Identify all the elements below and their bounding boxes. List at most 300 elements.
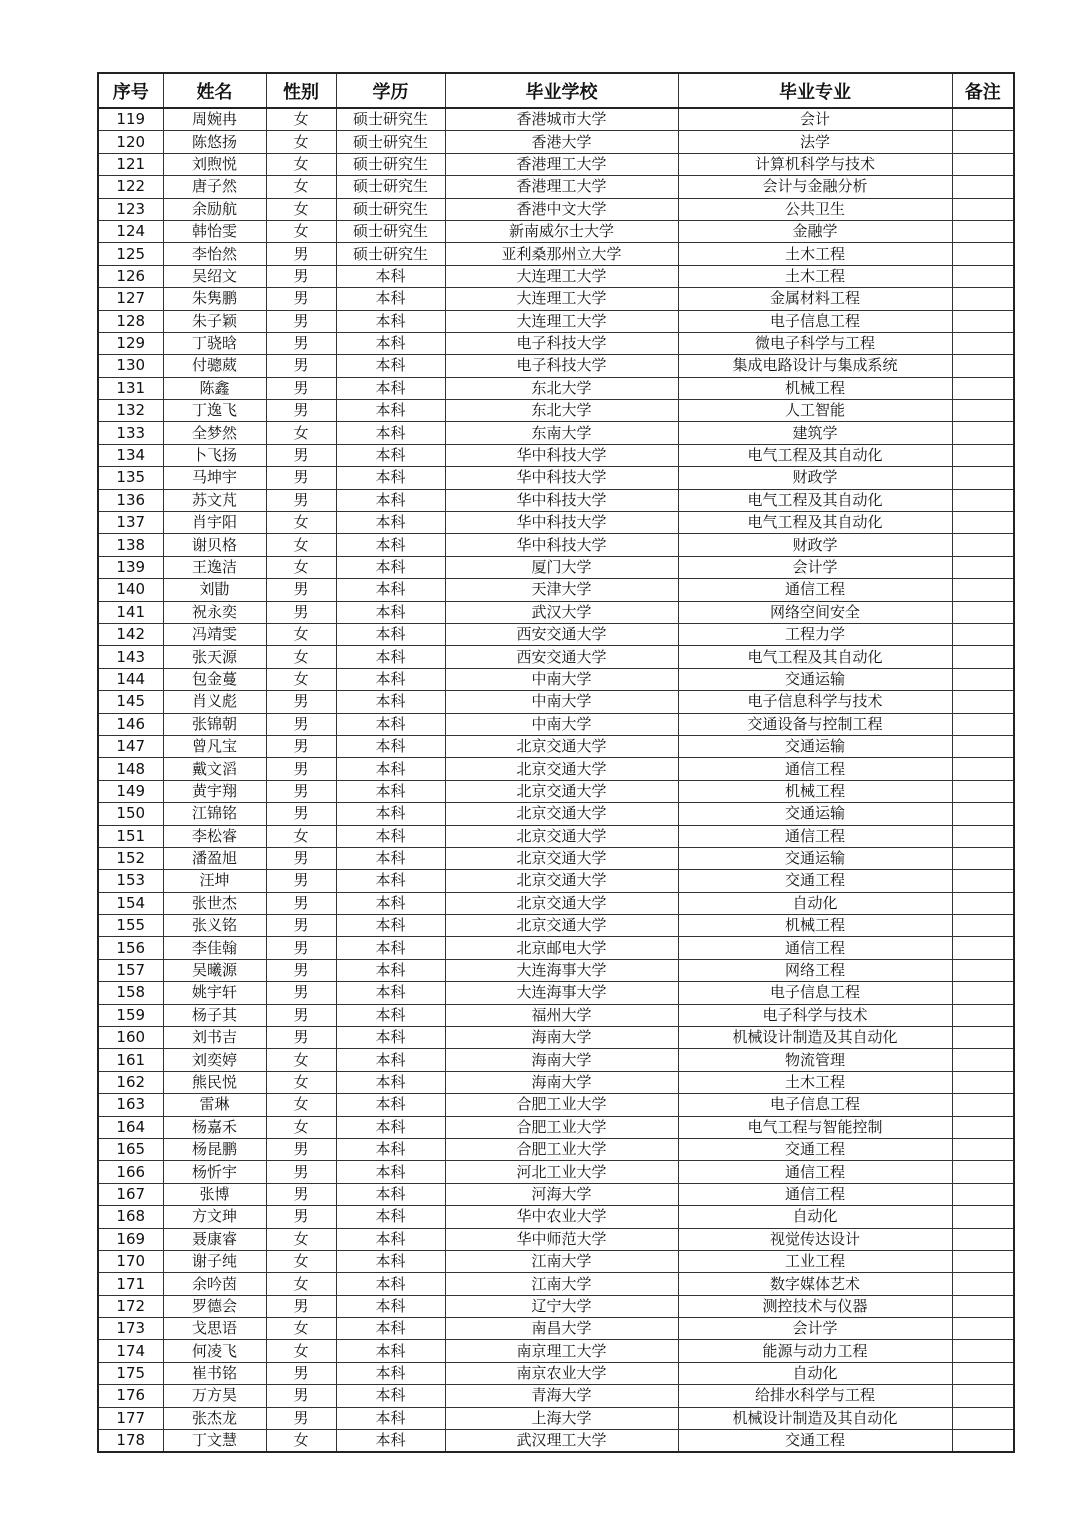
cell-gender: 男 [266,1161,336,1183]
cell-degree: 本科 [336,1138,445,1160]
table-row [98,892,1014,914]
cell-name: 崔书铭 [163,1362,266,1384]
cell-major: 交通运输 [678,803,952,825]
cell-school: 武汉大学 [445,601,678,623]
cell-degree: 本科 [336,534,445,556]
cell-school: 新南威尔士大学 [445,220,678,242]
cell-remarks [952,1161,1014,1183]
cell-index: 124 [98,220,163,242]
cell-gender: 男 [266,265,336,287]
table-row [98,1318,1014,1340]
cell-degree: 本科 [336,959,445,981]
cell-name: 王逸洁 [163,556,266,578]
cell-gender: 男 [266,1206,336,1228]
cell-school: 江南大学 [445,1250,678,1272]
cell-remarks [952,646,1014,668]
cell-degree: 本科 [336,691,445,713]
cell-degree: 硕士研究生 [336,131,445,153]
cell-degree: 本科 [336,1362,445,1384]
table-row [98,847,1014,869]
cell-name: 刘书吉 [163,1027,266,1049]
cell-remarks [952,220,1014,242]
cell-remarks [952,870,1014,892]
cell-gender: 男 [266,444,336,466]
table-row [98,691,1014,713]
cell-remarks [952,1228,1014,1250]
cell-remarks [952,915,1014,937]
cell-remarks [952,780,1014,802]
cell-degree: 本科 [336,355,445,377]
cell-name: 谢子纯 [163,1250,266,1272]
cell-remarks [952,377,1014,399]
cell-remarks [952,847,1014,869]
cell-gender: 男 [266,332,336,354]
cell-degree: 本科 [336,556,445,578]
cell-major: 交通运输 [678,735,952,757]
cell-index: 122 [98,176,163,198]
cell-gender: 女 [266,131,336,153]
cell-gender: 男 [266,1183,336,1205]
cell-degree: 本科 [336,1295,445,1317]
cell-index: 168 [98,1206,163,1228]
cell-name: 全梦然 [163,422,266,444]
cell-remarks [952,332,1014,354]
cell-index: 175 [98,1362,163,1384]
cell-name: 刘奕婷 [163,1049,266,1071]
cell-degree: 本科 [336,668,445,690]
table-row [98,1138,1014,1160]
cell-school: 南京理工大学 [445,1340,678,1362]
cell-gender: 男 [266,467,336,489]
cell-gender: 女 [266,220,336,242]
cell-name: 陈鑫 [163,377,266,399]
cell-name: 杨昆鹏 [163,1138,266,1160]
cell-name: 刘勖 [163,579,266,601]
cell-name: 张博 [163,1183,266,1205]
cell-gender: 女 [266,668,336,690]
cell-degree: 本科 [336,1049,445,1071]
cell-school: 北京交通大学 [445,915,678,937]
cell-remarks [952,713,1014,735]
cell-degree: 本科 [336,422,445,444]
cell-school: 南昌大学 [445,1318,678,1340]
cell-remarks [952,803,1014,825]
cell-name: 潘盈旭 [163,847,266,869]
roster-table [97,72,1015,1453]
table-row [98,377,1014,399]
table-row [98,579,1014,601]
cell-index: 138 [98,534,163,556]
cell-major: 金属材料工程 [678,288,952,310]
cell-major: 电气工程与智能控制 [678,1116,952,1138]
cell-remarks [952,1295,1014,1317]
cell-school: 北京交通大学 [445,892,678,914]
table-row [98,623,1014,645]
cell-index: 141 [98,601,163,623]
cell-school: 香港大学 [445,131,678,153]
cell-index: 142 [98,623,163,645]
table-row [98,467,1014,489]
cell-gender: 女 [266,198,336,220]
cell-gender: 男 [266,982,336,1004]
cell-degree: 本科 [336,1094,445,1116]
cell-name: 杨嘉禾 [163,1116,266,1138]
cell-major: 电子信息工程 [678,1094,952,1116]
cell-index: 172 [98,1295,163,1317]
table-row [98,1273,1014,1295]
cell-school: 亚利桑那州立大学 [445,243,678,265]
cell-remarks [952,1318,1014,1340]
cell-degree: 本科 [336,1027,445,1049]
cell-remarks [952,982,1014,1004]
cell-index: 154 [98,892,163,914]
cell-name: 黄宇翔 [163,780,266,802]
cell-remarks [952,489,1014,511]
cell-major: 自动化 [678,1206,952,1228]
cell-degree: 本科 [336,1250,445,1272]
cell-gender: 女 [266,153,336,175]
cell-degree: 本科 [336,1183,445,1205]
cell-degree: 本科 [336,1206,445,1228]
cell-school: 海南大学 [445,1049,678,1071]
cell-degree: 本科 [336,400,445,422]
cell-index: 159 [98,1004,163,1026]
table-row [98,108,1014,131]
cell-gender: 女 [266,534,336,556]
table-row [98,915,1014,937]
header-remarks: 备注 [952,73,1014,108]
cell-name: 吴绍文 [163,265,266,287]
cell-major: 电子信息工程 [678,310,952,332]
cell-major: 网络空间安全 [678,601,952,623]
table-row [98,601,1014,623]
cell-name: 韩怡雯 [163,220,266,242]
cell-degree: 本科 [336,288,445,310]
cell-remarks [952,131,1014,153]
cell-degree: 本科 [336,1407,445,1429]
table-row [98,1340,1014,1362]
table-row [98,959,1014,981]
cell-school: 华中科技大学 [445,489,678,511]
cell-remarks [952,758,1014,780]
table-row [98,310,1014,332]
table-row [98,1206,1014,1228]
cell-degree: 本科 [336,870,445,892]
cell-name: 方文珅 [163,1206,266,1228]
cell-gender: 女 [266,1250,336,1272]
cell-major: 法学 [678,131,952,153]
cell-name: 丁文慧 [163,1430,266,1453]
cell-degree: 本科 [336,377,445,399]
cell-index: 149 [98,780,163,802]
header-major: 毕业专业 [678,73,952,108]
cell-gender: 女 [266,1228,336,1250]
cell-name: 卜飞扬 [163,444,266,466]
table-row [98,758,1014,780]
cell-name: 张杰龙 [163,1407,266,1429]
cell-remarks [952,198,1014,220]
cell-remarks [952,1004,1014,1026]
table-row [98,1027,1014,1049]
cell-gender: 男 [266,310,336,332]
table-row [98,1094,1014,1116]
cell-remarks [952,534,1014,556]
cell-degree: 本科 [336,915,445,937]
cell-school: 厦门大学 [445,556,678,578]
cell-major: 物流管理 [678,1049,952,1071]
cell-index: 161 [98,1049,163,1071]
cell-index: 134 [98,444,163,466]
cell-major: 集成电路设计与集成系统 [678,355,952,377]
cell-school: 东南大学 [445,422,678,444]
table-row [98,243,1014,265]
cell-gender: 男 [266,892,336,914]
cell-degree: 本科 [336,1430,445,1453]
cell-name: 祝永奕 [163,601,266,623]
cell-degree: 本科 [336,489,445,511]
cell-degree: 本科 [336,735,445,757]
table-row [98,1228,1014,1250]
table-row [98,288,1014,310]
cell-degree: 本科 [336,467,445,489]
cell-remarks [952,959,1014,981]
cell-name: 周婉冉 [163,108,266,131]
table-row [98,556,1014,578]
cell-major: 电子科学与技术 [678,1004,952,1026]
cell-gender: 男 [266,937,336,959]
table-row [98,489,1014,511]
cell-school: 辽宁大学 [445,1295,678,1317]
cell-remarks [952,1273,1014,1295]
cell-gender: 男 [266,400,336,422]
cell-gender: 男 [266,1295,336,1317]
cell-major: 测控技术与仪器 [678,1295,952,1317]
cell-gender: 女 [266,422,336,444]
cell-name: 肖义彪 [163,691,266,713]
cell-degree: 硕士研究生 [336,108,445,131]
cell-school: 大连理工大学 [445,265,678,287]
cell-name: 曾凡宝 [163,735,266,757]
cell-school: 青海大学 [445,1385,678,1407]
cell-school: 江南大学 [445,1273,678,1295]
cell-index: 121 [98,153,163,175]
cell-major: 财政学 [678,467,952,489]
cell-school: 香港理工大学 [445,176,678,198]
cell-index: 145 [98,691,163,713]
table-row [98,870,1014,892]
cell-school: 北京交通大学 [445,758,678,780]
cell-index: 162 [98,1071,163,1093]
table-row [98,1407,1014,1429]
cell-name: 聂康睿 [163,1228,266,1250]
cell-index: 136 [98,489,163,511]
cell-school: 大连理工大学 [445,288,678,310]
table-row [98,176,1014,198]
cell-degree: 本科 [336,332,445,354]
cell-gender: 女 [266,646,336,668]
cell-school: 武汉理工大学 [445,1430,678,1453]
cell-name: 姚宇轩 [163,982,266,1004]
cell-degree: 本科 [336,265,445,287]
cell-major: 金融学 [678,220,952,242]
cell-index: 160 [98,1027,163,1049]
cell-degree: 硕士研究生 [336,243,445,265]
cell-index: 174 [98,1340,163,1362]
cell-gender: 女 [266,556,336,578]
cell-school: 合肥工业大学 [445,1116,678,1138]
cell-remarks [952,108,1014,131]
cell-school: 北京交通大学 [445,780,678,802]
cell-gender: 女 [266,623,336,645]
cell-remarks [952,937,1014,959]
cell-remarks [952,579,1014,601]
cell-index: 155 [98,915,163,937]
cell-remarks [952,1430,1014,1453]
cell-gender: 男 [266,758,336,780]
cell-major: 交通设备与控制工程 [678,713,952,735]
cell-major: 公共卫生 [678,198,952,220]
cell-name: 汪坤 [163,870,266,892]
cell-major: 计算机科学与技术 [678,153,952,175]
cell-name: 余励航 [163,198,266,220]
cell-major: 建筑学 [678,422,952,444]
cell-gender: 男 [266,870,336,892]
cell-gender: 女 [266,1049,336,1071]
cell-index: 131 [98,377,163,399]
cell-gender: 女 [266,176,336,198]
cell-remarks [952,892,1014,914]
cell-major: 通信工程 [678,758,952,780]
cell-major: 微电子科学与工程 [678,332,952,354]
cell-school: 上海大学 [445,1407,678,1429]
cell-remarks [952,1385,1014,1407]
table-row [98,1250,1014,1272]
cell-degree: 本科 [336,512,445,534]
cell-index: 177 [98,1407,163,1429]
cell-index: 120 [98,131,163,153]
cell-major: 电子信息工程 [678,982,952,1004]
cell-gender: 男 [266,1385,336,1407]
cell-major: 通信工程 [678,1183,952,1205]
cell-index: 153 [98,870,163,892]
cell-index: 128 [98,310,163,332]
cell-index: 146 [98,713,163,735]
cell-degree: 本科 [336,847,445,869]
cell-index: 165 [98,1138,163,1160]
cell-major: 通信工程 [678,937,952,959]
cell-major: 电气工程及其自动化 [678,489,952,511]
cell-school: 海南大学 [445,1071,678,1093]
cell-gender: 男 [266,1138,336,1160]
cell-major: 通信工程 [678,825,952,847]
cell-name: 冯靖雯 [163,623,266,645]
cell-degree: 本科 [336,780,445,802]
cell-index: 144 [98,668,163,690]
cell-remarks [952,668,1014,690]
cell-gender: 男 [266,579,336,601]
table-row [98,422,1014,444]
cell-remarks [952,825,1014,847]
cell-degree: 本科 [336,1318,445,1340]
cell-degree: 本科 [336,623,445,645]
table-row [98,1430,1014,1453]
cell-gender: 女 [266,108,336,131]
cell-major: 会计 [678,108,952,131]
table-row [98,534,1014,556]
table-row [98,198,1014,220]
table-row [98,131,1014,153]
cell-name: 付骢葳 [163,355,266,377]
cell-major: 给排水科学与工程 [678,1385,952,1407]
cell-name: 苏文芃 [163,489,266,511]
cell-remarks [952,691,1014,713]
cell-remarks [952,288,1014,310]
cell-index: 173 [98,1318,163,1340]
cell-gender: 女 [266,1340,336,1362]
cell-school: 海南大学 [445,1027,678,1049]
cell-remarks [952,1116,1014,1138]
table-body [98,108,1014,1452]
table-row [98,1161,1014,1183]
cell-name: 刘煦悦 [163,153,266,175]
table-row [98,153,1014,175]
cell-major: 工程力学 [678,623,952,645]
cell-major: 交通运输 [678,847,952,869]
header-gender: 性别 [266,73,336,108]
header-school: 毕业学校 [445,73,678,108]
cell-school: 北京交通大学 [445,870,678,892]
cell-gender: 男 [266,959,336,981]
cell-index: 132 [98,400,163,422]
cell-name: 杨子其 [163,1004,266,1026]
cell-index: 164 [98,1116,163,1138]
cell-major: 人工智能 [678,400,952,422]
cell-remarks [952,556,1014,578]
cell-major: 自动化 [678,892,952,914]
cell-school: 香港理工大学 [445,153,678,175]
cell-school: 北京交通大学 [445,847,678,869]
cell-degree: 本科 [336,310,445,332]
cell-remarks [952,1071,1014,1093]
cell-index: 171 [98,1273,163,1295]
cell-school: 西安交通大学 [445,646,678,668]
cell-school: 华中科技大学 [445,534,678,556]
cell-degree: 硕士研究生 [336,153,445,175]
header-degree: 学历 [336,73,445,108]
cell-index: 157 [98,959,163,981]
cell-degree: 本科 [336,1340,445,1362]
cell-school: 华中科技大学 [445,512,678,534]
cell-index: 143 [98,646,163,668]
cell-index: 140 [98,579,163,601]
table-row [98,1071,1014,1093]
cell-name: 谢贝格 [163,534,266,556]
cell-major: 交通工程 [678,870,952,892]
cell-school: 河北工业大学 [445,1161,678,1183]
cell-gender: 男 [266,803,336,825]
cell-index: 176 [98,1385,163,1407]
cell-school: 北京交通大学 [445,735,678,757]
table-row [98,1385,1014,1407]
cell-index: 139 [98,556,163,578]
cell-degree: 本科 [336,892,445,914]
cell-index: 125 [98,243,163,265]
cell-index: 178 [98,1430,163,1453]
cell-major: 会计与金融分析 [678,176,952,198]
cell-name: 张世杰 [163,892,266,914]
cell-remarks [952,512,1014,534]
table-row [98,982,1014,1004]
